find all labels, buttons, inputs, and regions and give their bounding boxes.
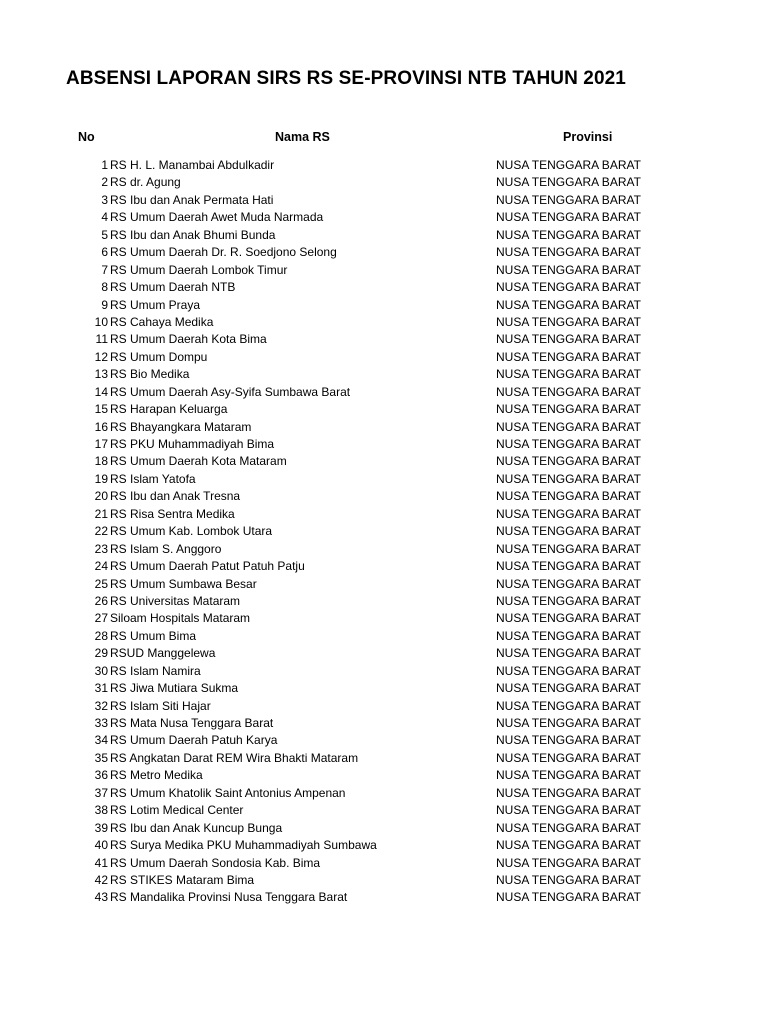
table-row (0, 593, 768, 610)
cell-no: 26 (94, 593, 108, 608)
cell-nama-rs: RS Umum Daerah Sondosia Kab. Bima (110, 855, 321, 870)
cell-nama-rs: RS Metro Medika (110, 768, 203, 783)
table-row (0, 331, 768, 348)
cell-provinsi: NUSA TENGGARA BARAT (496, 314, 641, 329)
table-row (0, 297, 768, 314)
cell-provinsi: NUSA TENGGARA BARAT (496, 454, 641, 469)
cell-no: 34 (94, 733, 108, 748)
cell-provinsi: NUSA TENGGARA BARAT (496, 471, 641, 486)
table-row (0, 628, 768, 645)
header-nama-rs: Nama RS (275, 130, 330, 144)
table-row (0, 855, 768, 872)
cell-nama-rs: RS STIKES Mataram Bima (110, 872, 255, 887)
cell-no: 5 (101, 227, 108, 242)
table-row (0, 837, 768, 854)
cell-provinsi: NUSA TENGGARA BARAT (496, 611, 641, 626)
cell-nama-rs: RS Umum Daerah Dr. R. Soedjono Selong (110, 245, 337, 260)
cell-nama-rs: RS Umum Dompu (110, 349, 208, 364)
cell-provinsi: NUSA TENGGARA BARAT (496, 437, 641, 451)
cell-no: 11 (95, 332, 108, 347)
cell-no: 15 (94, 402, 108, 417)
cell-no: 32 (94, 698, 108, 713)
table-row (0, 279, 768, 296)
table-row (0, 802, 768, 819)
cell-nama-rs: RSUD Manggelewa (110, 646, 216, 661)
cell-nama-rs: RS Cahaya Medika (110, 314, 214, 329)
cell-no: 20 (94, 489, 108, 504)
cell-provinsi: NUSA TENGGARA BARAT (496, 803, 641, 818)
cell-provinsi: NUSA TENGGARA BARAT (496, 820, 641, 835)
table-row (0, 506, 768, 523)
cell-no: 14 (94, 384, 108, 399)
table-row (0, 262, 768, 279)
cell-no: 19 (94, 471, 108, 486)
cell-nama-rs: RS Umum Kab. Lombok Utara (110, 524, 273, 539)
cell-provinsi: NUSA TENGGARA BARAT (496, 227, 641, 242)
cell-no: 42 (94, 872, 108, 887)
table-row (0, 680, 768, 697)
table-row (0, 384, 768, 401)
cell-nama-rs: RS dr. Agung (110, 175, 181, 190)
cell-nama-rs: RS H. L. Manambai Abdulkadir (110, 158, 275, 172)
cell-no: 18 (94, 454, 108, 469)
table-row (0, 209, 768, 226)
cell-nama-rs: RS Umum Sumbawa Besar (110, 576, 257, 591)
cell-provinsi: NUSA TENGGARA BARAT (496, 646, 641, 661)
cell-nama-rs: RS Umum Daerah Patuh Karya (110, 733, 278, 748)
cell-no: 2 (101, 175, 108, 190)
table-row (0, 558, 768, 575)
cell-provinsi: NUSA TENGGARA BARAT (496, 681, 641, 696)
table-row (0, 349, 768, 366)
table-row (0, 610, 768, 627)
cell-no: 4 (101, 210, 108, 225)
cell-nama-rs: RS Ibu dan Anak Permata Hati (110, 192, 274, 207)
table-row (0, 157, 768, 174)
cell-no: 12 (94, 349, 108, 364)
table-row (0, 820, 768, 837)
table-row (0, 698, 768, 715)
cell-no: 16 (94, 419, 108, 434)
cell-provinsi: NUSA TENGGARA BARAT (496, 262, 641, 277)
cell-no: 8 (101, 280, 108, 295)
cell-no: 25 (94, 576, 108, 591)
cell-provinsi: NUSA TENGGARA BARAT (496, 192, 641, 207)
table-row (0, 541, 768, 558)
cell-nama-rs: RS Islam Yatofa (110, 471, 196, 486)
cell-nama-rs: RS Umum Daerah Awet Muda Narmada (110, 210, 324, 225)
table-row (0, 174, 768, 191)
table-row (0, 523, 768, 540)
cell-provinsi: NUSA TENGGARA BARAT (496, 524, 641, 539)
cell-no: 7 (101, 262, 108, 277)
cell-provinsi: NUSA TENGGARA BARAT (496, 785, 641, 800)
table-row (0, 471, 768, 488)
cell-provinsi: NUSA TENGGARA BARAT (496, 245, 641, 260)
cell-provinsi: NUSA TENGGARA BARAT (496, 280, 641, 295)
table-row (0, 645, 768, 662)
cell-nama-rs: RS PKU Muhammadiyah Bima (110, 437, 275, 451)
cell-provinsi: NUSA TENGGARA BARAT (496, 872, 641, 887)
cell-provinsi: NUSA TENGGARA BARAT (496, 419, 641, 434)
cell-provinsi: NUSA TENGGARA BARAT (496, 663, 641, 678)
cell-nama-rs: RS Surya Medika PKU Muhammadiyah Sumbawa (110, 838, 377, 853)
table-header (0, 130, 768, 147)
table-row (0, 453, 768, 470)
cell-nama-rs: RS Angkatan Darat REM Wira Bhakti Mataram (110, 750, 359, 765)
cell-no: 23 (94, 541, 108, 556)
cell-provinsi: NUSA TENGGARA BARAT (496, 541, 641, 556)
cell-provinsi: NUSA TENGGARA BARAT (496, 349, 641, 364)
cell-no: 40 (94, 838, 108, 853)
cell-no: 1 (101, 158, 108, 172)
cell-nama-rs: RS Islam Namira (110, 663, 201, 678)
cell-nama-rs: RS Umum Daerah Kota Bima (110, 332, 267, 347)
table-row (0, 436, 768, 453)
cell-no: 22 (94, 524, 108, 539)
cell-provinsi: NUSA TENGGARA BARAT (496, 716, 641, 730)
cell-nama-rs: RS Umum Bima (110, 628, 197, 643)
cell-provinsi: NUSA TENGGARA BARAT (496, 384, 641, 399)
cell-provinsi: NUSA TENGGARA BARAT (496, 768, 641, 783)
page-title: ABSENSI LAPORAN SIRS RS SE-PROVINSI NTB TAHUN 2021 (66, 68, 626, 89)
cell-no: 10 (94, 314, 108, 329)
cell-no: 41 (94, 855, 108, 870)
cell-nama-rs: RS Umum Daerah NTB (110, 280, 236, 295)
cell-no: 3 (101, 192, 108, 207)
table-row (0, 750, 768, 767)
cell-no: 43 (94, 890, 108, 905)
table-row (0, 889, 768, 906)
cell-nama-rs: RS Mandalika Provinsi Nusa Tenggara Barat (110, 890, 348, 905)
cell-nama-rs: RS Jiwa Mutiara Sukma (110, 681, 239, 696)
table-row (0, 314, 768, 331)
cell-provinsi: NUSA TENGGARA BARAT (496, 402, 641, 417)
table-body (0, 157, 768, 907)
cell-provinsi: NUSA TENGGARA BARAT (496, 576, 641, 591)
cell-nama-rs: RS Lotim Medical Center (110, 803, 244, 818)
cell-provinsi: NUSA TENGGARA BARAT (496, 733, 641, 748)
cell-provinsi: NUSA TENGGARA BARAT (496, 855, 641, 870)
cell-nama-rs: RS Mata Nusa Tenggara Barat (110, 716, 274, 730)
cell-no: 29 (94, 646, 108, 661)
header-provinsi: Provinsi (563, 130, 613, 144)
cell-no: 21 (94, 506, 108, 521)
cell-provinsi: NUSA TENGGARA BARAT (496, 698, 641, 713)
table-row (0, 366, 768, 383)
cell-provinsi: NUSA TENGGARA BARAT (496, 750, 641, 765)
cell-nama-rs: RS Harapan Keluarga (110, 402, 228, 417)
table-row (0, 419, 768, 436)
cell-provinsi: NUSA TENGGARA BARAT (496, 506, 641, 521)
table-row (0, 488, 768, 505)
cell-provinsi: NUSA TENGGARA BARAT (496, 210, 641, 225)
cell-nama-rs: RS Bio Medika (110, 367, 190, 382)
cell-no: 39 (94, 820, 108, 835)
cell-no: 38 (94, 803, 108, 818)
cell-no: 36 (94, 768, 108, 783)
cell-nama-rs: RS Umum Daerah Patut Patuh Patju (110, 559, 305, 574)
cell-nama-rs: RS Risa Sentra Medika (110, 506, 235, 521)
cell-no: 35 (94, 750, 108, 765)
cell-provinsi: NUSA TENGGARA BARAT (496, 890, 641, 905)
cell-provinsi: NUSA TENGGARA BARAT (496, 593, 641, 608)
cell-no: 30 (94, 663, 108, 678)
table-row (0, 715, 768, 732)
header-no: No (78, 130, 95, 144)
cell-provinsi: NUSA TENGGARA BARAT (496, 332, 641, 347)
table-row (0, 401, 768, 418)
cell-nama-rs: RS Islam S. Anggoro (110, 541, 222, 556)
cell-nama-rs: RS Islam Siti Hajar (110, 698, 211, 713)
cell-nama-rs: RS Universitas Mataram (110, 593, 241, 608)
cell-nama-rs: RS Umum Praya (110, 297, 201, 312)
cell-provinsi: NUSA TENGGARA BARAT (496, 628, 641, 643)
cell-provinsi: NUSA TENGGARA BARAT (496, 559, 641, 574)
cell-no: 37 (94, 785, 108, 800)
cell-no: 27 (94, 611, 108, 626)
cell-no: 24 (94, 559, 108, 574)
cell-provinsi: NUSA TENGGARA BARAT (496, 367, 641, 382)
cell-nama-rs: RS Ibu dan Anak Tresna (110, 489, 241, 504)
cell-nama-rs: RS Ibu dan Anak Kuncup Bunga (110, 820, 283, 835)
table-row (0, 872, 768, 889)
cell-nama-rs: RS Umum Khatolik Saint Antonius Ampenan (110, 785, 346, 800)
table-row (0, 244, 768, 261)
cell-nama-rs: RS Umum Daerah Lombok Timur (110, 262, 288, 277)
cell-no: 9 (101, 297, 108, 312)
cell-nama-rs: RS Ibu dan Anak Bhumi Bunda (110, 227, 276, 242)
cell-no: 28 (94, 628, 108, 643)
table-row (0, 663, 768, 680)
cell-provinsi: NUSA TENGGARA BARAT (496, 838, 641, 853)
cell-provinsi: NUSA TENGGARA BARAT (496, 489, 641, 504)
cell-nama-rs: RS Bhayangkara Mataram (110, 419, 252, 434)
table-row (0, 227, 768, 244)
cell-provinsi: NUSA TENGGARA BARAT (496, 158, 641, 172)
cell-no: 6 (101, 245, 108, 260)
table-row (0, 785, 768, 802)
cell-nama-rs: RS Umum Daerah Kota Mataram (110, 454, 287, 469)
table-row (0, 576, 768, 593)
table-row (0, 192, 768, 209)
cell-no: 31 (94, 681, 108, 696)
cell-no: 33 (94, 716, 108, 730)
cell-provinsi: NUSA TENGGARA BARAT (496, 297, 641, 312)
cell-no: 17 (94, 437, 108, 451)
table-row (0, 767, 768, 784)
table-row (0, 732, 768, 749)
cell-nama-rs: Siloam Hospitals Mataram (110, 611, 251, 626)
cell-nama-rs: RS Umum Daerah Asy-Syifa Sumbawa Barat (110, 384, 351, 399)
cell-provinsi: NUSA TENGGARA BARAT (496, 175, 641, 190)
cell-no: 13 (94, 367, 108, 382)
